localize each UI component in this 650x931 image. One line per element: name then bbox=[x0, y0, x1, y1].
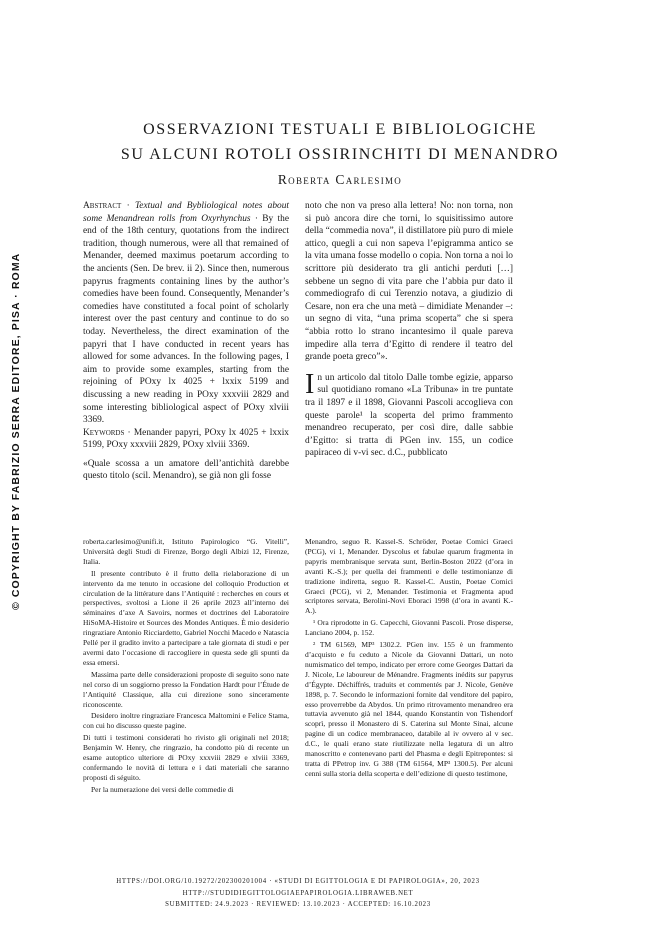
abstract-text: · By the end of the 18th century, quotations from the indirect tradition, though numerous, were all that remained of Menander, deemed maximus poetarum according to the ancients (Sen. De brev. ii 2). Since then, numerous papyrus fragments containing lines by the author’s comedies have been found. Consequently, Menander’s comedies have constituted a focal point of scholarly interest over the past century and continue to do so today. Nevertheless, the direct examination of the papyri that I have conducted in recent years has allowed for some advances. In the following pages, I aim to provide some examples, starting from the rejoining of POxy lx 4025 + lxxix 5199 and discussing a new reading in POxy xxxviii 2829 and some interesting bibliological aspect of POxy xlviii 3369. bbox=[83, 213, 289, 426]
abstract-title: Textual and Bybliological notes about some Menandrean rolls from Oxyrhynchus bbox=[83, 201, 290, 224]
abstract-label: Abstract bbox=[83, 201, 122, 211]
doi-line: HTTPS://DOI.ORG/10.19272/202300201004 · «STUDI DI EGITTOLOGIA E DI PAPIROLOGIA», 20, 2023 bbox=[116, 878, 480, 885]
footnote: ² TM 61569, MP³ 1302.2. PGen inv. 155 è un frammento d’acquisto e fu ceduto a Nicole da Giovanni Dattari, un noto numismatico del tempo, indicato per errore come Georges Dattari da J. Nicole, Le laboureur de Ménandre. Fragments inédits sur papyrus d’Égypte. Déchiffrés, traduits et commentés par J. Nicole, Genève 1898, p. 7. Secondo le informazioni fornite dal venditore del papiro, esso proverrebbe da Abydos. Un primo ritrovamento menandreo era tuttavia avvenuto già nel 1844, quando Konstantin von Tishendorf scoprì, presso il Monastero di S. Caterina sul Monte Sinai, alcune pagine di un codice membranaceo, databile al iv ovvero al v sec. d.C., le quali erano state riutilizzate nella legatura di un altro manoscritto e contenevano parti del Phasma e degli Epitrepontes: si tratta di PPetrop inv. G 388 (TM 61564, MP³ 1300.5). Per alcuni cenni sulla storia della scoperta e dell’edizione di questo testimone, bbox=[305, 640, 513, 778]
footnote: Desidero inoltre ringraziare Francesca Maltomini e Felice Stama, con cui ho discusso queste pagine. bbox=[83, 711, 289, 731]
footnote: ¹ Ora riprodotte in G. Capecchi, Giovanni Pascoli. Prose disperse, Lanciano 2004, p. 152. bbox=[305, 618, 513, 638]
keywords-text: · Menander papyri, POxy lx 4025 + lxxix 5199, POxy xxxviii 2829, POxy xlviii 3369. bbox=[83, 427, 289, 451]
footnote: Il presente contributo è il frutto della rielaborazione di un intervento da me tenuto in occasione del colloquio Production et circulation de la littérature dans l’Antiquité : recherches en cours et perspectives, svoltosi a Lione il 26 aprile 2023 all’interno dei séminaires d’axe A Savoirs, normes et doctrines del Laboratoire HiSoMA-Histoire et Sources des Mondes Antiques. È mio desiderio ringraziare Antonio Ricciardetto, Gabriel Nocchi Macedo e Natascia Pellé per il gradito invito a partecipare a tale giornata di studi e per avermi dato l’occasione di raccogliere in questa sede gli spunti da essa emersi. bbox=[83, 568, 289, 667]
drop-cap: I bbox=[305, 368, 315, 400]
footnotes-left bbox=[83, 537, 289, 797]
footnotes-right bbox=[305, 537, 513, 781]
footnote: Massima parte delle considerazioni proposte di seguito sono nate nel corso di un soggiorno presso la Fondation Hardt pour l’Étude de l’Antiquité Classique, alla cui direzione sono sinceramente riconoscente. bbox=[83, 669, 289, 709]
author-name: Roberta Carlesimo bbox=[277, 172, 403, 187]
keywords bbox=[83, 427, 289, 452]
left-column bbox=[83, 200, 289, 483]
submission-dates: SUBMITTED: 24.9.2023 · REVIEWED: 13.10.2023 · ACCEPTED: 16.10.2023 bbox=[165, 901, 431, 908]
keywords-label: Keywords bbox=[83, 427, 125, 438]
quote-opening: «Quale scossa a un amatore dell’antichità darebbe questo titolo (scil. Menandro), se già non gli fosse bbox=[83, 458, 289, 482]
quote-continuation: noto che non va preso alla lettera! No: non torna, non si può ancora dire che torni, lo squisitissimo autore della “commedia nova”, il distillatore più puro di miele attico, quegli a cui non sapeva l’epigramma antico se la vita umana fosse modello o copia. Non torna a noi lo scrittore più desiderato tra gli antichi perduti […] sebbene un segno di vita pare che l’abbia pur dato il commediografo di cui Terenzio notava, a giudizio di Cesare, non era che una metà – dimidiate Menander –: un segno di vita, “una prima scoperta” che si spera “abbia rotto lo strano incantesimo il quale pareva impedire alla terra d’Egitto di rendere il teatro del grande poeta greco”». bbox=[305, 201, 513, 363]
article-title-line-1: OSSERVAZIONI TESTUALI E BIBLIOLOGICHE bbox=[143, 121, 537, 138]
footnote: Per la numerazione dei versi delle commedie di bbox=[91, 784, 234, 794]
right-column bbox=[305, 200, 513, 460]
journal-url: HTTP://STUDIDIEGITTOLOGIAEPAPIROLOGIA.LIBRAWEB.NET bbox=[182, 890, 414, 897]
intro-paragraph-text: n un articolo dal titolo Dalle tombe egizie, apparso sul quotidiano romano «La Tribuna» in tre puntate tra il 1897 e il 1898, Giovanni Pascoli accoglieva con queste parole¹ la scoperta del primo frammento menandreo recuperato, per così dire, dalle sabbie d’Egitto: si tratta di PGen inv. 155, un codice papiraceo di v-vi sec. d.C., pubblicato bbox=[305, 372, 513, 459]
footnote: Menandro, seguo R. Kassel-S. Schröder, Poetae Comici Graeci (PCG), vi 1, Menander. Dyscolus et fabulae quarum fragmenta in papyris membranisque servata sunt, Berlin-Boston 2022 (d’ora in avanti K.-S.); per quella dei frammenti e delle testimonianze di tradizione indiretta, seguo R. Kassel-C. Austin, Poetae Comici Graeci (PCG), vi 2, Menander. Testimonia et Fragmenta apud scriptores servata, Berolini-Novi Eboraci 1998 (d’ora in avanti K.-A.). bbox=[305, 537, 513, 616]
footnote: Di tutti i testimoni considerati ho rivisto gli originali nel 2018; Benjamin W. Henry, che ringrazio, ha condotto più di recente un esame autoptico ulteriore di POxy xxxviii 2829 e xlviii 3369, confermando le novità di lettura e i dati materiali che saranno proposti di séguito. bbox=[83, 733, 289, 782]
article-title-line-2: SU ALCUNI ROTOLI OSSIRINCHITI DI MENANDRO bbox=[120, 146, 560, 163]
intro-paragraph bbox=[305, 368, 513, 460]
footnote: roberta.carlesimo@unifi.it, Istituto Papirologico “G. Vitelli”, Università degli Studi di Firenze, Borgo degli Albizi 12, Firenze, Italia. bbox=[83, 537, 289, 566]
copyright-notice: © COPYRIGHT BY FABRIZIO SERRA EDITORE, PISA · ROMA bbox=[10, 252, 22, 610]
abstract: Abstract · Textual and Bybliological notes about some Menandrean rolls from Oxyrhynchus · By the end of the 18th century, quotations from the indirect tradition, though numerous, were all that remained of Menander, deemed maximus poetarum according to the ancients (Sen. De brev. ii 2). Since then, numerous papyrus fragments containing lines by the author’s comedies have been found. Consequently, Menander’s comedies have constituted a focal point of scholarly interest over the past century and continue to do so today. Nevertheless, the direct examination of the papyri that I have conducted in recent years has allowed for some advances. In the following pages, I aim to provide some examples, starting from the rejoining of POxy lx 4025 + lxxix 5199 and discussing a new reading in POxy xxxviii 2829 and some interesting bibliological aspect of POxy xlviii 3369. bbox=[83, 201, 290, 426]
